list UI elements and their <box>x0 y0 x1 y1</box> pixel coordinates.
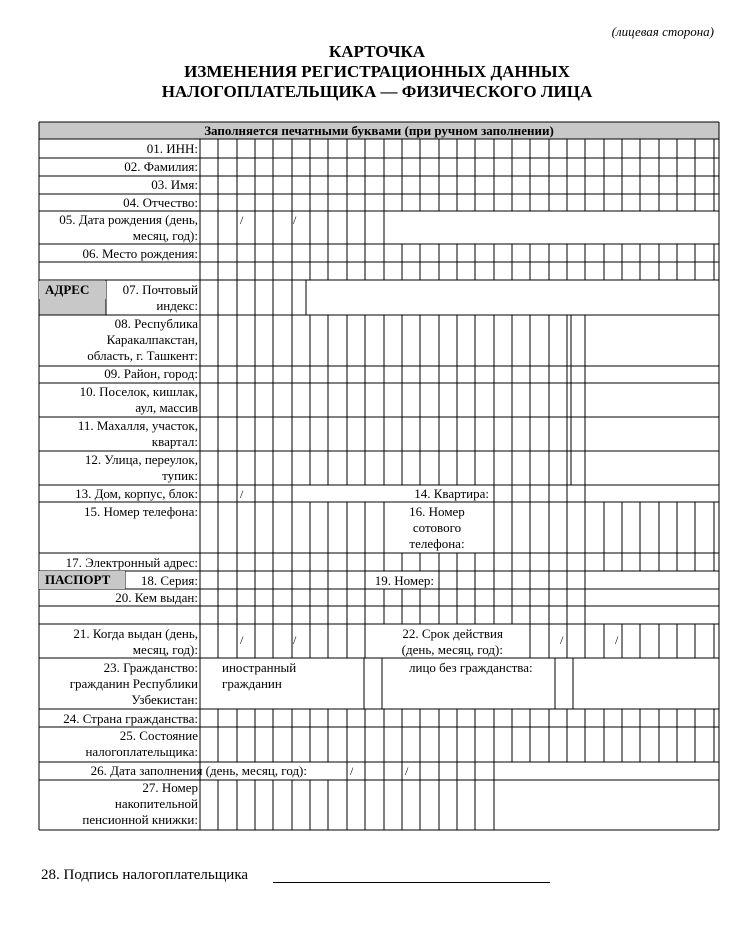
label-pension-1: 27. Номер <box>142 780 198 795</box>
title-line-3: НАЛОГОПЛАТЕЛЬЩИКА — ФИЗИЧЕСКОГО ЛИЦА <box>161 82 593 101</box>
label-pension-2: накопительной <box>114 796 198 811</box>
date-sep: / <box>560 633 564 647</box>
date-sep: / <box>293 213 297 227</box>
label-surname: 02. Фамилия: <box>124 159 198 174</box>
label-issue-date-1: 21. Когда выдан (день, <box>73 626 198 641</box>
label-passport-number: 19. Номер: <box>374 573 434 588</box>
date-sep: / <box>615 633 619 647</box>
label-pension-3: пенсионной книжки: <box>82 812 198 827</box>
label-citizenship-2: гражданин Республики <box>69 676 198 691</box>
label-district: 09. Район, город: <box>104 366 198 381</box>
label-country: 24. Страна гражданства: <box>63 711 198 726</box>
label-issue-date-2: месяц, год): <box>132 642 198 657</box>
label-region-2: Каракалпакстан, <box>106 332 198 347</box>
label-status-2: налогоплательщика: <box>85 744 198 759</box>
label-phone: 15. Номер телефона: <box>83 504 198 519</box>
label-series: 18. Серия: <box>140 573 198 588</box>
label-mahalla-1: 11. Махалля, участок, <box>77 418 198 433</box>
label-street-1: 12. Улица, переулок, <box>84 452 198 467</box>
label-apartment: 14. Квартира: <box>414 486 489 501</box>
label-citizenship-3: Узбекистан: <box>131 692 198 707</box>
label-village-1: 10. Поселок, кишлак, <box>79 384 198 399</box>
label-street-2: тупик: <box>162 468 198 483</box>
label-house: 13. Дом, корпус, блок: <box>75 486 198 501</box>
fill-instructions: Заполняется печатными буквами (при ручном заполнении) <box>204 123 554 138</box>
label-mahalla-2: квартал: <box>151 434 198 449</box>
label-inn: 01. ИНН: <box>146 141 198 156</box>
label-postal-1: 07. Почтовый <box>122 282 198 297</box>
date-sep: / <box>405 764 409 778</box>
label-mobile-2: сотового <box>412 520 462 535</box>
signature-line[interactable] <box>273 882 550 883</box>
section-passport: ПАСПОРТ <box>39 571 125 589</box>
section-address: АДРЕС <box>39 281 106 299</box>
label-status-1: 25. Состояние <box>119 728 198 743</box>
label-foreign-2: гражданин <box>222 676 282 691</box>
label-validity-2: (день, месяц, год): <box>401 642 503 657</box>
label-mobile-1: 16. Номер <box>409 504 465 519</box>
label-postal-2: индекс: <box>156 298 198 313</box>
label-birth-date-1: 05. Дата рождения (день, <box>59 212 198 227</box>
date-sep: / <box>350 764 354 778</box>
date-sep: / <box>240 487 244 501</box>
label-issued-by: 20. Кем выдан: <box>115 590 198 605</box>
label-citizenship-1: 23. Гражданство: <box>103 660 198 675</box>
label-name: 03. Имя: <box>151 177 198 192</box>
signature-label: 28. Подпись налогоплательщика <box>41 867 249 883</box>
date-sep: / <box>240 633 244 647</box>
label-region-1: 08. Республика <box>114 316 198 331</box>
title-line-2: ИЗМЕНЕНИЯ РЕГИСТРАЦИОННЫХ ДАННЫХ <box>184 62 570 81</box>
label-foreign-1: иностранный <box>222 660 297 675</box>
label-region-3: область, г. Ташкент: <box>87 348 198 363</box>
side-note: (лицевая сторона) <box>611 24 714 39</box>
label-birth-place: 06. Место рождения: <box>82 246 198 261</box>
date-sep: / <box>240 213 244 227</box>
label-stateless: лицо без гражданства: <box>409 660 533 675</box>
label-birth-date-2: месяц, год): <box>132 228 198 243</box>
label-patronymic: 04. Отчество: <box>123 195 198 210</box>
label-mobile-3: телефона: <box>409 536 465 551</box>
label-email: 17. Электронный адрес: <box>65 555 198 570</box>
label-fill-date: 26. Дата заполнения (день, месяц, год): <box>90 763 307 778</box>
title-line-1: КАРТОЧКА <box>328 42 426 61</box>
label-validity-1: 22. Срок действия <box>402 626 503 641</box>
label-village-2: аул, массив <box>135 400 198 415</box>
date-sep: / <box>293 633 297 647</box>
